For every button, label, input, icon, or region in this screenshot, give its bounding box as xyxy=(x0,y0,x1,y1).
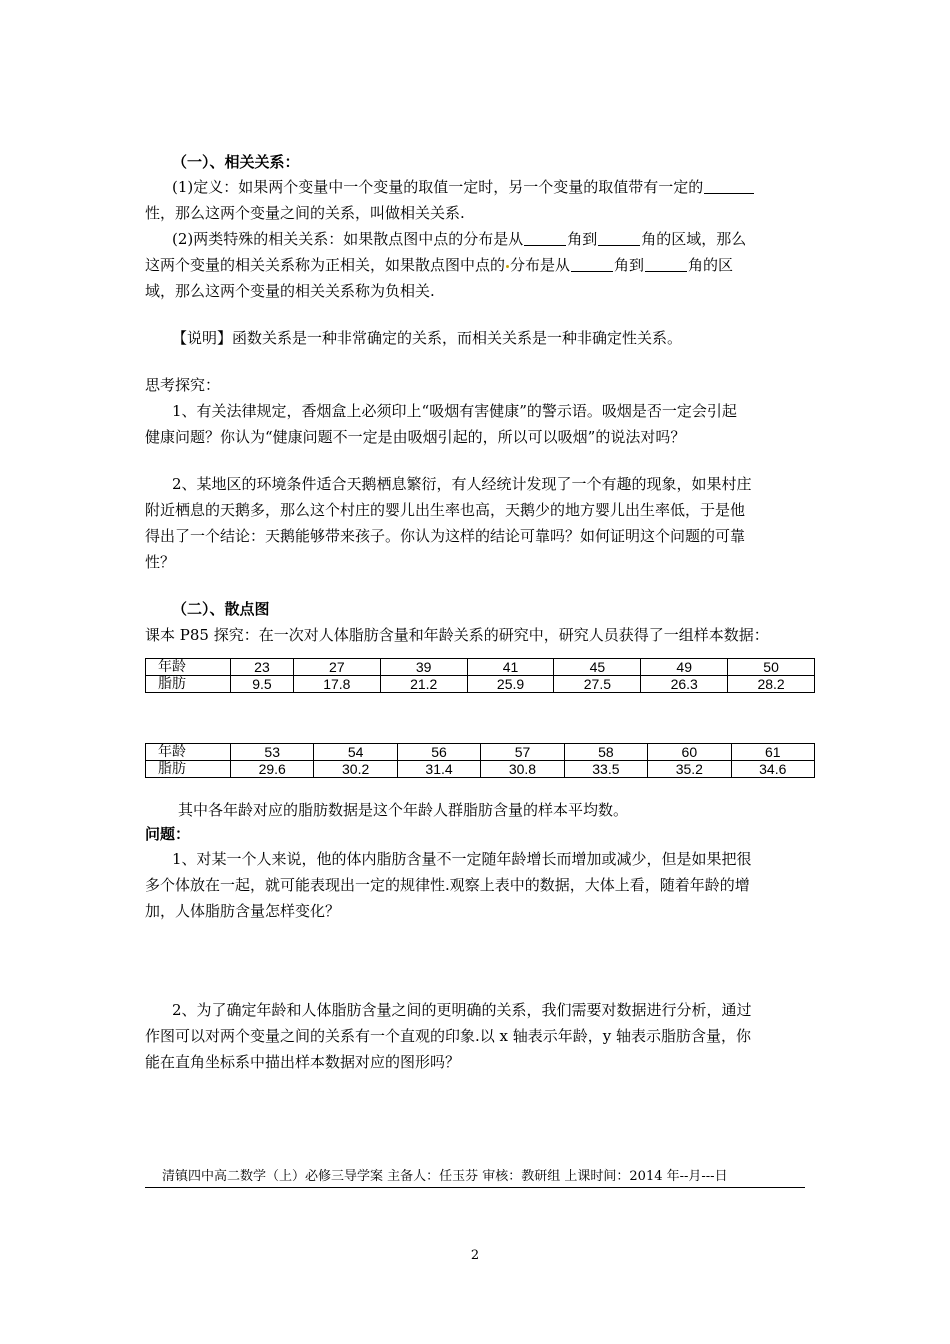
data-table-2 xyxy=(145,743,815,778)
thinking-q1-line-1: 1、有关法律规定，香烟盒上必须印上“吸烟有害健康”的警示语。吸烟是否一定会引起 xyxy=(172,402,737,420)
fill-blank[interactable] xyxy=(645,256,687,272)
age-cell: 57 xyxy=(481,744,564,761)
fat-cell: 35.2 xyxy=(648,761,731,778)
problem1-line-2: 多个体放在一起，就可能表现出一定的规律性.观察上表中的数据，大体上看，随着年龄的增 xyxy=(145,876,750,894)
age-cell: 50 xyxy=(728,659,815,676)
fill-blank[interactable] xyxy=(571,256,613,272)
fat-header: 脂肪 xyxy=(146,761,231,778)
fat-cell: 9.5 xyxy=(231,676,294,693)
fill-blank[interactable] xyxy=(704,178,754,194)
age-cell: 27 xyxy=(293,659,380,676)
special-text: 这两个变量的相关关系称为正相关，如果散点图中点的 xyxy=(145,256,506,274)
special-text: 分布是从 xyxy=(510,256,571,274)
section2-title: （二）、散点图 xyxy=(172,600,270,618)
thinking-q2-line-1: 2、某地区的环境条件适合天鹅栖息繁衍，有人经统计发现了一个有趣的现象，如果村庄 xyxy=(172,475,752,493)
fat-cell: 21.2 xyxy=(380,676,467,693)
special-text: 角到 xyxy=(614,256,645,274)
special-text: 角的区域，那么 xyxy=(641,230,747,248)
page-number: 2 xyxy=(470,1248,480,1263)
special-relation-line-1 xyxy=(172,227,746,251)
age-cell: 23 xyxy=(231,659,294,676)
age-cell: 60 xyxy=(648,744,731,761)
fat-header: 脂肪 xyxy=(146,676,231,693)
fat-cell: 29.6 xyxy=(231,761,314,778)
section1-title: （一）、相关关系： xyxy=(172,153,300,171)
problem1-line-3: 加，人体脂肪含量怎样变化？ xyxy=(145,902,341,920)
special-text: (2)两类特殊的相关关系：如果散点图中点的分布是从 xyxy=(172,230,524,248)
problem2-line-1: 2、为了确定年龄和人体脂肪含量之间的更明确的关系，我们需要对数据进行分析，通过 xyxy=(172,1001,752,1019)
age-cell: 54 xyxy=(314,744,397,761)
age-cell: 41 xyxy=(467,659,554,676)
age-cell: 56 xyxy=(397,744,480,761)
table-row-age xyxy=(146,659,815,676)
footer-divider xyxy=(145,1187,805,1188)
special-text: 角到 xyxy=(567,230,598,248)
age-cell: 49 xyxy=(641,659,728,676)
fat-cell: 30.2 xyxy=(314,761,397,778)
thinking-q2-line-2: 附近栖息的天鹅多，那么这个村庄的婴儿出生率也高，天鹅少的地方婴儿出生率低，于是他 xyxy=(145,501,746,519)
age-header: 年龄 xyxy=(146,659,231,676)
fat-cell: 28.2 xyxy=(728,676,815,693)
special-text: 角的区 xyxy=(688,256,734,274)
data-table-1 xyxy=(145,658,815,693)
age-cell: 39 xyxy=(380,659,467,676)
definition-line-2: 性，那么这两个变量之间的关系，叫做相关关系. xyxy=(145,204,465,222)
thinking-q1-line-2: 健康问题？你认为“健康问题不一定是由吸烟引起的，所以可以吸烟”的说法对吗？ xyxy=(145,428,686,446)
fat-cell: 30.8 xyxy=(481,761,564,778)
problem2-line-3: 能在直角坐标系中描出样本数据对应的图形吗？ xyxy=(145,1053,461,1071)
problem2-line-2: 作图可以对两个变量之间的关系有一个直观的印象.以 x 轴表示年龄，y 轴表示脂肪含量，你 xyxy=(145,1027,752,1045)
table-row-fat xyxy=(146,761,815,778)
age-cell: 45 xyxy=(554,659,641,676)
age-cell: 53 xyxy=(231,744,314,761)
fill-blank[interactable] xyxy=(524,230,566,246)
page-footer: 清镇四中高二数学（上）必修三导学案 主备人：任玉芬 审核：教研组 上课时间：2014 年--月---日 xyxy=(162,1169,728,1184)
table-note: 其中各年龄对应的脂肪数据是这个年龄人群脂肪含量的样本平均数。 xyxy=(178,801,629,819)
fat-cell: 34.6 xyxy=(731,761,814,778)
fat-cell: 33.5 xyxy=(564,761,647,778)
age-cell: 61 xyxy=(731,744,814,761)
fill-blank[interactable] xyxy=(598,230,640,246)
fat-cell: 27.5 xyxy=(554,676,641,693)
section2-intro: 课本 P85 探究：在一次对人体脂肪含量和年龄关系的研究中，研究人员获得了一组样本数据： xyxy=(145,626,769,644)
fat-cell: 31.4 xyxy=(397,761,480,778)
questions-title: 问题： xyxy=(145,825,191,843)
definition-text: (1)定义：如果两个变量中一个变量的取值一定时，另一个变量的取值带有一定的 xyxy=(172,178,704,196)
fat-cell: 25.9 xyxy=(467,676,554,693)
problem1-line-1: 1、对某一个人来说，他的体内脂肪含量不一定随年龄增长而增加或减少，但是如果把很 xyxy=(172,850,752,868)
special-relation-line-3: 域，那么这两个变量的相关关系称为负相关. xyxy=(145,282,435,300)
fat-cell: 17.8 xyxy=(293,676,380,693)
explanation-note: 【说明】函数关系是一种非常确定的关系，而相关关系是一种非确定性关系。 xyxy=(172,329,683,347)
marker-dot xyxy=(506,265,509,268)
table-row-age xyxy=(146,744,815,761)
table-row-fat xyxy=(146,676,815,693)
thinking-q2-line-3: 得出了一个结论：天鹅能够带来孩子。你认为这样的结论可靠吗？如何证明这个问题的可靠 xyxy=(145,527,746,545)
fat-cell: 26.3 xyxy=(641,676,728,693)
age-cell: 58 xyxy=(564,744,647,761)
special-relation-line-2 xyxy=(145,253,733,277)
age-header: 年龄 xyxy=(146,744,231,761)
definition-line-1 xyxy=(172,175,755,199)
thinking-q2-line-4: 性？ xyxy=(145,553,176,571)
thinking-title: 思考探究： xyxy=(145,376,221,394)
